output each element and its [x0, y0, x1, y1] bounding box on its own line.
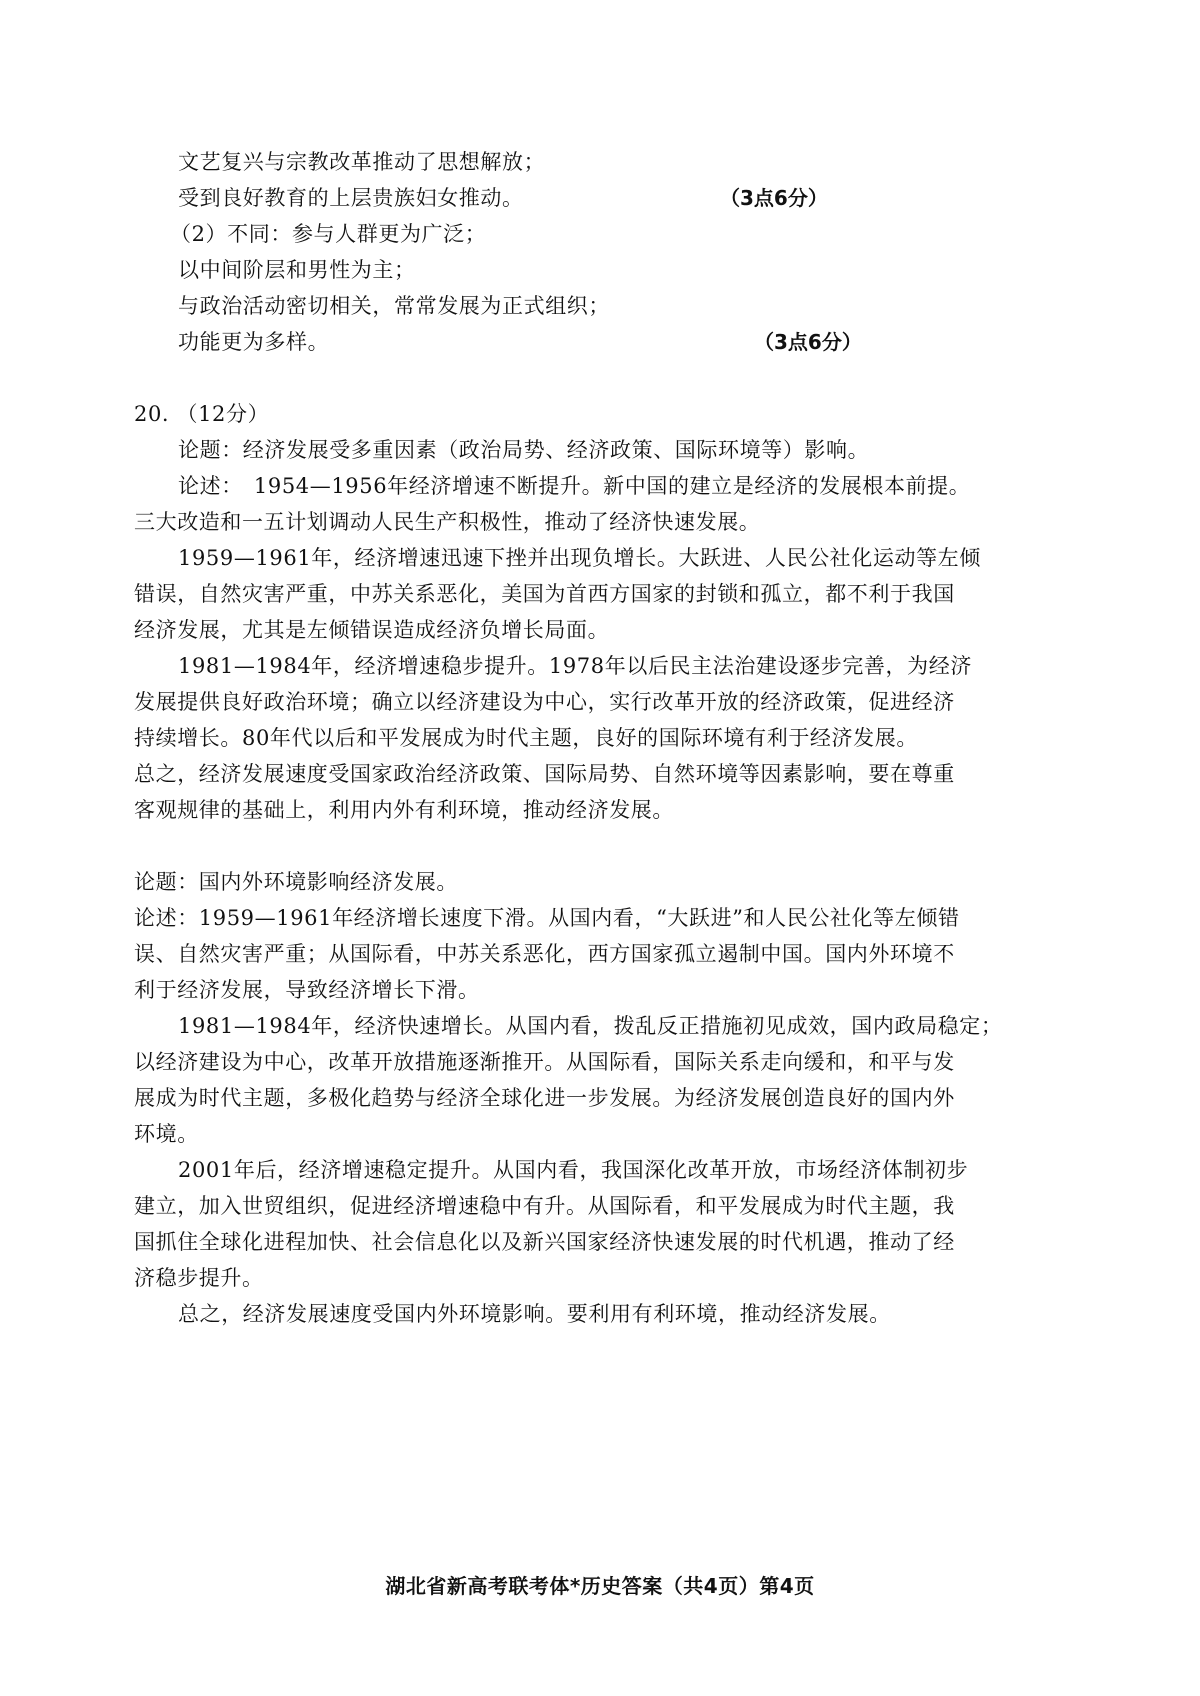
answer2-line: 2001年后，经济增速稳定提升。从国内看，我国深化改革开放，市场经济体制初步	[178, 1158, 969, 1182]
answer1-line: 三大改造和一五计划调动人民生产积极性，推动了经济快速发展。	[134, 510, 761, 534]
answer1-line: 论述： 1954—1956年经济增速不断提升。新中国的建立是经济的发展根本前提。	[178, 474, 971, 498]
answer1-line: 论题：经济发展受多重因素（政治局势、经济政策、国际环境等）影响。	[178, 438, 870, 462]
q19-line: 文艺复兴与宗教改革推动了思想解放；	[178, 150, 546, 174]
q19-line: 以中间阶层和男性为主；	[178, 258, 416, 282]
answer2-line: 环境。	[134, 1122, 199, 1146]
q19-line: 功能更为多样。	[178, 330, 330, 354]
q19-line: （2）不同：参与人群更为广泛；	[170, 222, 487, 246]
answer2-line: 1981—1984年，经济快速增长。从国内看，拨乱反正措施初见成效，国内政局稳定；	[178, 1014, 1003, 1038]
answer1-line: 错误，自然灾害严重，中苏关系恶化，美国为首西方国家的封锁和孤立，都不利于我国	[134, 582, 955, 606]
answer2-line: 总之，经济发展速度受国内外环境影响。要利用有利环境，推动经济发展。	[178, 1302, 891, 1326]
answer2-line: 建立，加入世贸组织，促进经济增速稳中有升。从国际看，和平发展成为时代主题，我	[134, 1194, 955, 1218]
q19-line: 与政治活动密切相关，常常发展为正式组织；	[178, 294, 610, 318]
answer2-line: 论题：国内外环境影响经济发展。	[134, 870, 458, 894]
answer2-line: 利于经济发展，导致经济增长下滑。	[134, 978, 480, 1002]
answer1-line: 总之，经济发展速度受国家政治经济政策、国际局势、自然环境等因素影响，要在尊重	[134, 762, 955, 786]
answer2-line: 国抓住全球化进程加快、社会信息化以及新兴国家经济快速发展的时代机遇，推动了经	[134, 1230, 955, 1254]
q19-line: 受到良好教育的上层贵族妇女推动。	[178, 186, 524, 210]
answer2-line: 以经济建设为中心，改革开放措施逐渐推开。从国际看，国际关系走向缓和，和平与发	[134, 1050, 955, 1074]
points-label: （3点6分）	[720, 186, 828, 210]
answer2-line: 展成为时代主题，多极化趋势与经济全球化进一步发展。为经济发展创造良好的国内外	[134, 1086, 955, 1110]
points-label: （3点6分）	[754, 330, 862, 354]
answer1-line: 发展提供良好政治环境；确立以经济建设为中心，实行改革开放的经济政策，促进经济	[134, 690, 955, 714]
answer2-line: 济稳步提升。	[134, 1266, 264, 1290]
answer2-line: 论述：1959—1961年经济增长速度下滑。从国内看，“大跃进”和人民公社化等左倾错	[134, 906, 960, 930]
answer2-line: 误、自然灾害严重；从国际看，中苏关系恶化，西方国家孤立遏制中国。国内外环境不	[134, 942, 955, 966]
answer1-line: 客观规律的基础上，利用内外有利环境，推动经济发展。	[134, 798, 674, 822]
answer1-line: 持续增长。80年代以后和平发展成为时代主题，良好的国际环境有利于经济发展。	[134, 726, 918, 750]
q20-header: 20. （12分）	[134, 402, 270, 426]
answer1-line: 经济发展，尤其是左倾错误造成经济负增长局面。	[134, 618, 610, 642]
answer1-line: 1959—1961年，经济增速迅速下挫并出现负增长。大跃进、人民公社化运动等左倾	[178, 546, 981, 570]
page-footer: 湖北省新高考联考体*历史答案（共4页）第4页	[385, 1574, 815, 1598]
answer1-line: 1981—1984年，经济增速稳步提升。1978年以后民主法治建设逐步完善，为经济	[178, 654, 972, 678]
